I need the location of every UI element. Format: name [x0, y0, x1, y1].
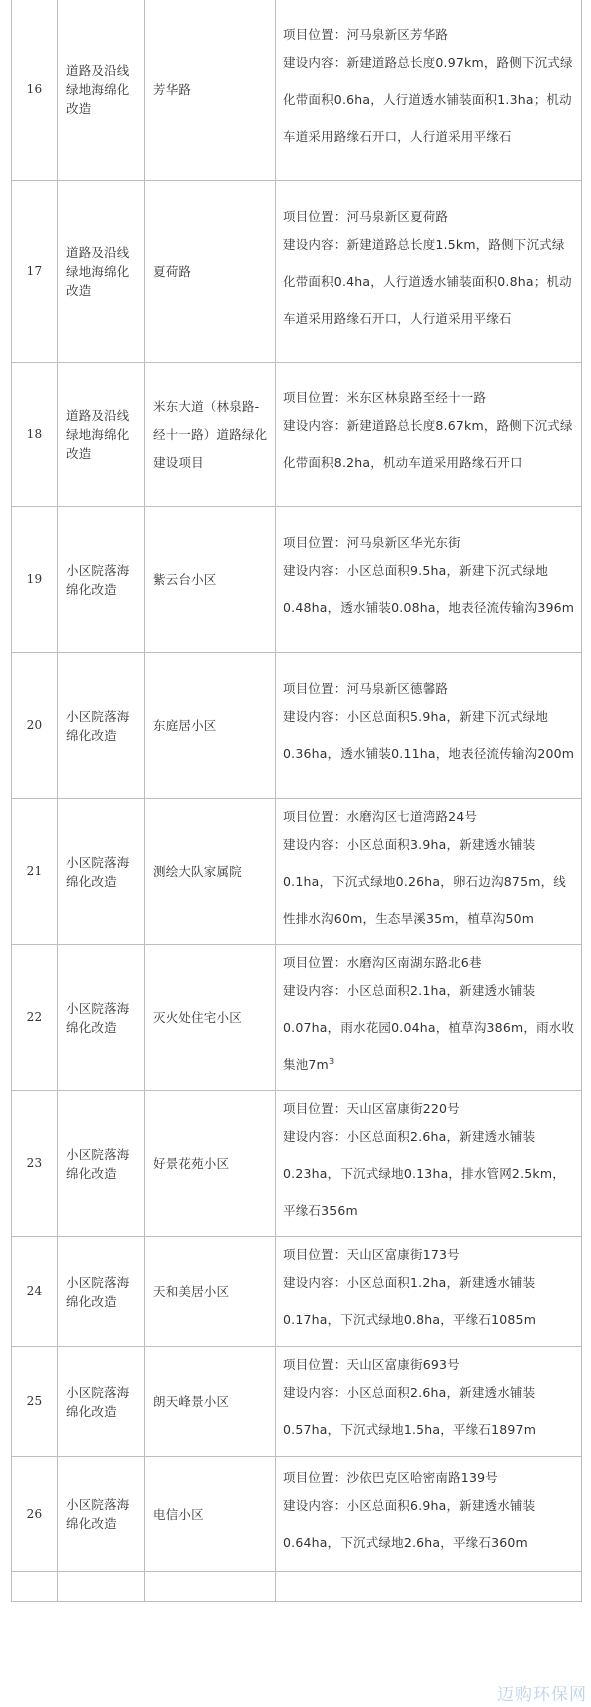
project-content: 建设内容：小区总面积2.6ha，新建透水铺装0.57ha，下沉式绿地1.5ha，平缘石1897m — [283, 1385, 537, 1437]
table-row — [12, 363, 582, 507]
project-description — [276, 945, 582, 1091]
project-location: 项目位置：水磨沟区南湖东路北6巷 — [283, 954, 482, 970]
project-table-body — [12, 0, 582, 1602]
watermark-logo: 迈购环保网 — [497, 1685, 587, 1705]
project-content: 建设内容：小区总面积5.9ha，新建下沉式绿地0.36ha，透水铺装0.11ha，地表径流传输沟200m — [283, 709, 575, 761]
row-number: 19 — [12, 507, 58, 653]
table-row — [12, 1237, 582, 1347]
project-description — [276, 1457, 582, 1572]
project-content — [283, 972, 575, 1083]
project-content: 建设内容：新建道路总长度1.5km，路侧下沉式绿化带面积0.4ha，人行道透水铺装面积0.8ha；机动车道采用路缘石开口，人行道采用平缘石 — [283, 236, 572, 326]
project-location: 项目位置：天山区富康街693号 — [283, 1357, 460, 1372]
project-name: 东庭居小区 — [145, 653, 276, 799]
project-type: 小区院落海绵化改造 — [58, 1457, 145, 1572]
row-number: 24 — [12, 1237, 58, 1347]
project-type: 道路及沿线绿地海绵化改造 — [58, 0, 145, 181]
table-row — [12, 945, 582, 1091]
row-number: 23 — [12, 1091, 58, 1237]
row-number: 20 — [12, 653, 58, 799]
project-description — [276, 507, 582, 653]
project-location: 项目位置：河马泉新区华光东街 — [283, 535, 461, 550]
row-number: 25 — [12, 1347, 58, 1457]
project-name: 天和美居小区 — [145, 1237, 276, 1347]
row-number: 21 — [12, 799, 58, 945]
table-cell — [145, 1572, 276, 1602]
project-description — [276, 1347, 582, 1457]
project-location: 项目位置：天山区富康街220号 — [283, 1100, 460, 1116]
project-table — [11, 0, 582, 1602]
project-location: 项目位置：河马泉新区夏荷路 — [283, 208, 449, 224]
project-content: 建设内容：新建道路总长度0.97km，路侧下沉式绿化带面积0.6ha，人行道透水铺装面积1.3ha；机动车道采用路缘石开口，人行道采用平缘石 — [283, 54, 573, 144]
project-type: 道路及沿线绿地海绵化改造 — [58, 181, 145, 363]
project-content: 建设内容：小区总面积2.6ha，新建透水铺装0.23ha，下沉式绿地0.13ha，排水管网2.5km，平缘石356m — [283, 1128, 565, 1218]
project-type: 小区院落海绵化改造 — [58, 507, 145, 653]
row-number: 17 — [12, 181, 58, 363]
table-row — [12, 799, 582, 945]
project-location: 项目位置：河马泉新区德馨路 — [283, 681, 449, 696]
table-row — [12, 0, 582, 181]
project-description — [276, 363, 582, 507]
project-name: 电信小区 — [145, 1457, 276, 1572]
project-name: 测绘大队家属院 — [145, 799, 276, 945]
table-cell — [58, 1572, 145, 1602]
table-row — [12, 653, 582, 799]
project-content: 建设内容：小区总面积6.9ha，新建透水铺装0.64ha，下沉式绿地2.6ha，平缘石360m — [283, 1497, 536, 1550]
row-number: 26 — [12, 1457, 58, 1572]
row-number: 18 — [12, 363, 58, 507]
row-number: 22 — [12, 945, 58, 1091]
project-description — [276, 1091, 582, 1237]
project-name: 紫云台小区 — [145, 507, 276, 653]
project-location: 项目位置：米东区林泉路至经十一路 — [283, 390, 487, 405]
project-type: 小区院落海绵化改造 — [58, 945, 145, 1091]
project-content: 建设内容：小区总面积1.2ha，新建透水铺装0.17ha，下沉式绿地0.8ha，平缘石1085m — [283, 1275, 537, 1327]
project-type: 道路及沿线绿地海绵化改造 — [58, 363, 145, 507]
project-description — [276, 1237, 582, 1347]
content-text: 建设内容：小区总面积2.1ha，新建透水铺装0.07ha，雨水花园0.04ha，植草沟386m，雨水收集池7m — [283, 982, 575, 1072]
project-description — [276, 0, 582, 181]
project-location: 项目位置：水磨沟区七道湾路24号 — [283, 808, 478, 824]
project-name: 芳华路 — [145, 0, 276, 181]
table-row — [12, 181, 582, 363]
project-name: 夏荷路 — [145, 181, 276, 363]
project-name: 朗天峰景小区 — [145, 1347, 276, 1457]
project-content: 建设内容：小区总面积9.5ha，新建下沉式绿地0.48ha，透水铺装0.08ha，地表径流传输沟396m — [283, 563, 575, 615]
project-description — [276, 181, 582, 363]
project-name: 米东大道（林泉路-经十一路）道路绿化建设项目 — [145, 363, 276, 507]
project-type: 小区院落海绵化改造 — [58, 653, 145, 799]
project-name: 灭火处住宅小区 — [145, 945, 276, 1091]
project-type: 小区院落海绵化改造 — [58, 1091, 145, 1237]
project-type: 小区院落海绵化改造 — [58, 1347, 145, 1457]
table-row — [12, 1347, 582, 1457]
project-location: 项目位置：河马泉新区芳华路 — [283, 26, 449, 42]
project-type: 小区院落海绵化改造 — [58, 799, 145, 945]
project-location: 项目位置：天山区富康街173号 — [283, 1247, 460, 1262]
table-row — [12, 1572, 582, 1602]
project-name: 好景花苑小区 — [145, 1091, 276, 1237]
project-description — [276, 653, 582, 799]
project-description — [276, 799, 582, 945]
table-cell — [276, 1572, 582, 1602]
table-row — [12, 507, 582, 653]
project-content: 建设内容：新建道路总长度8.67km，路侧下沉式绿化带面积8.2ha，机动车道采用路缘石开口 — [283, 418, 573, 470]
table-row — [12, 1091, 582, 1237]
project-type: 小区院落海绵化改造 — [58, 1237, 145, 1347]
unit-superscript: 3 — [328, 1056, 335, 1066]
table-cell — [12, 1572, 58, 1602]
row-number: 16 — [12, 0, 58, 181]
project-location: 项目位置：沙依巴克区哈密南路139号 — [283, 1469, 498, 1485]
project-content: 建设内容：小区总面积3.9ha，新建透水铺装0.1ha，下沉式绿地0.26ha，卵石边沟875m，线性排水沟60m，生态旱溪35m，植草沟50m — [283, 836, 567, 926]
table-row — [12, 1457, 582, 1572]
